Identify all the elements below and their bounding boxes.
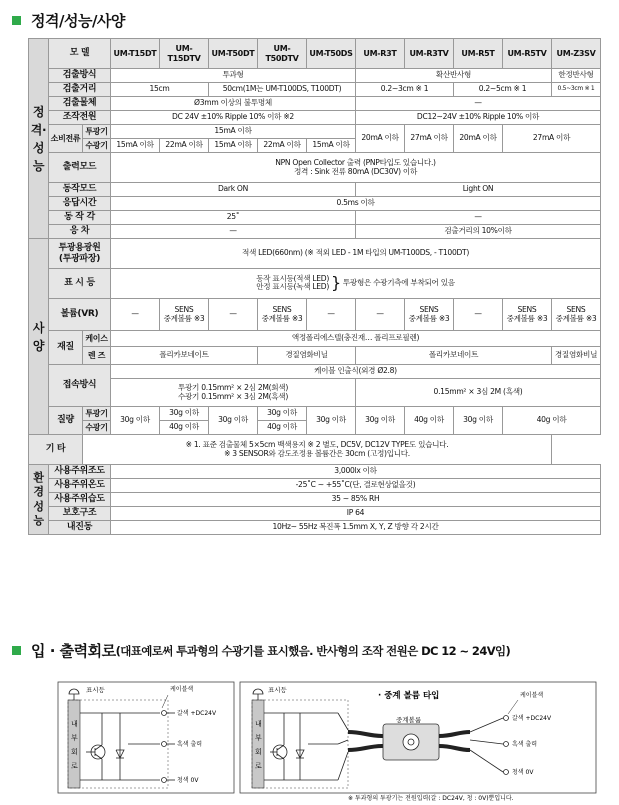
spec-table: [28, 38, 601, 535]
w-9: 40g 이하: [503, 407, 601, 435]
conn-refl: 0.15mm² × 3심 2M (흑색): [356, 379, 601, 407]
dark-on: Dark ON: [111, 183, 356, 197]
label-response: 응답시간: [49, 197, 111, 211]
etc-val: [83, 435, 552, 465]
model-10: UM-Z3SV: [552, 39, 601, 69]
model-6: UM-R3T: [356, 39, 405, 69]
io-section-title: 입 · 출력회로 (대표예로써 투과형의 수광기를 표시했음. 반사형의 조작 전원은 DC 12 ~ 24V임): [12, 640, 510, 661]
w-2a: 30g 이하: [160, 407, 209, 421]
indicator-line-2: 안정 표시등(녹색 LED): [256, 282, 329, 292]
w-4b: 40g 이하: [258, 421, 307, 435]
power-refl: DC12~24V ±10% Ripple 10% 이하: [356, 111, 601, 125]
lens-pc-2: 폴리카보네이트: [356, 347, 552, 365]
internal-char-1: 내: [71, 720, 78, 728]
indicator-label-2: 표시등: [268, 686, 287, 694]
diagram-footnote: ※ 투과형의 투광기는 전원입력(갈 : DC24V, 청 : 0V)뿐입니다.: [348, 795, 514, 802]
label-case: 케이스: [83, 331, 111, 347]
internal-char-2: 부: [71, 734, 78, 742]
humid-val: 35 ~ 85% RH: [111, 493, 601, 507]
model-3: UM-T50DT: [209, 39, 258, 69]
relay-type-label: · 중계 볼륨 타입: [378, 691, 440, 701]
sens-2-sub: 중계볼륨 ※3: [261, 313, 303, 323]
rx-t50dtv: 22mA 이하: [258, 139, 307, 153]
brown-wire-label-2: 갈색 +DC24V: [512, 715, 552, 722]
lens-hard-1: 경질염화비닐: [258, 347, 356, 365]
internal-char-3: 회: [71, 748, 78, 756]
dist-50: 50cm(1M는 UM-T100DS, T100DT): [209, 83, 356, 97]
rx-t15dtv: 22mA 이하: [160, 139, 209, 153]
brown-wire-label: 갈색 +DC24V: [177, 710, 217, 717]
label-weight-emit: 투광기: [83, 407, 111, 421]
etc-line-2: ※ 3 SENSOR와 감도조정용 볼륨간은 30cm (고정)입니다.: [224, 448, 410, 458]
model-1: UM-T15DT: [111, 39, 160, 69]
light-source-text: 투광용광원: [58, 243, 101, 254]
label-hysteresis: 응 차: [49, 225, 111, 239]
temp-val: -25˚C ~ +55˚C(단, 결로현상없을것): [111, 479, 601, 493]
model-5: UM-T50DS: [307, 39, 356, 69]
label-volume: 볼륨(VR): [49, 299, 111, 331]
internal-char-4: 로: [71, 762, 78, 770]
angle-refl: —: [356, 211, 601, 225]
model-8: UM-R5T: [454, 39, 503, 69]
rx-t50ds: 15mA 이하: [307, 139, 356, 153]
method-limited: 한정반사형: [552, 69, 601, 83]
indicator-note: 투광형은 수광기측에 부착되어 있음: [342, 278, 455, 288]
w-8: 30g 이하: [454, 407, 503, 435]
output-line-2: 정격 : Sink 전류 80mA (DC30V) 이하: [294, 166, 417, 176]
r5t-current: 20mA 이하: [454, 125, 503, 153]
label-material: 재질: [49, 331, 83, 365]
case-val: 액정폴리에스텔(충진재… 폴리프로필렌): [111, 331, 601, 347]
sens-4: SENS: [517, 304, 537, 314]
w-2b: 40g 이하: [160, 421, 209, 435]
cable-color-label: 케이블색: [170, 686, 194, 693]
conn-t1: 투광기 0.15mm² × 2심 2M(회색): [177, 382, 289, 392]
vol-8: —: [454, 299, 503, 331]
light-on: Light ON: [356, 183, 601, 197]
hyst-val: 검출거리의 10%이하: [356, 225, 601, 239]
w-7: 40g 이하: [405, 407, 454, 435]
output-line-1: NPN Open Collector 출력 (PNP타입도 있습니다.): [275, 157, 436, 167]
light-source-val: 적색 LED(660nm) (※ 적외 LED - 1M 타입의 UM-T100DS, - T100DT): [111, 239, 601, 269]
internal-char-1b: 내: [255, 720, 262, 728]
dist-r3: 0.2~3cm ※ 1: [356, 83, 454, 97]
vol-5: —: [307, 299, 356, 331]
conn-t2: 수광기 0.15mm² × 3심 2M(흑색): [177, 391, 289, 401]
protection-val: IP 64: [111, 507, 601, 521]
angle-val: 25˚: [111, 211, 356, 225]
green-square-icon-2: [12, 646, 21, 655]
response-val: 0.5ms 이하: [111, 197, 601, 211]
label-operation: 동작모드: [49, 183, 111, 197]
w-5: 30g 이하: [307, 407, 356, 435]
rx-t50dt: 15mA 이하: [209, 139, 258, 153]
sens-5: SENS: [566, 304, 586, 314]
internal-char-2b: 부: [255, 734, 262, 742]
vol-10: [552, 299, 601, 331]
circuit-diagram-relay: [238, 680, 600, 802]
label-lens: 렌 즈: [83, 347, 111, 365]
lens-pc-1: 폴리카보네이트: [111, 347, 258, 365]
indicator-box: [256, 274, 455, 292]
dist-r5: 0.2~5cm ※ 1: [454, 83, 552, 97]
indicator-line-1: 동작 표시등(적색 LED): [256, 273, 329, 283]
light-source-sub: (투광파장): [58, 253, 101, 264]
label-light-source: [49, 239, 111, 269]
blue-wire-label: 청색 0V: [177, 777, 199, 784]
model-7: UM-R3TV: [405, 39, 454, 69]
etc-line-1: ※ 1. 표준 검출물체 5×5cm 백색용지 ※ 2 별도, DC5V, DC12V TYPE도 있습니다.: [185, 439, 449, 449]
vol-4: [258, 299, 307, 331]
sens-4-sub: 중계볼륨 ※3: [506, 313, 548, 323]
vol-3: —: [209, 299, 258, 331]
r3tv-current: 27mA 이하: [405, 125, 454, 153]
label-temp: 사용주위온도: [49, 479, 111, 493]
dist-z3: 0.5~3cm ※ 1: [552, 83, 601, 97]
label-angle: 동 작 각: [49, 211, 111, 225]
model-9: UM-R5TV: [503, 39, 552, 69]
hyst-through: —: [111, 225, 356, 239]
circuit-diagram-receiver: [56, 680, 236, 795]
label-protection: 보호구조: [49, 507, 111, 521]
internal-char-4b: 로: [255, 762, 262, 770]
sens-3-sub: 중계볼륨 ※3: [408, 313, 450, 323]
group-env: 환경성능: [29, 465, 49, 535]
brace-icon: }: [331, 273, 341, 293]
cable-color-label-2: 케이블색: [520, 692, 544, 699]
relay-volume-label: 중계볼륨: [396, 716, 422, 724]
label-weight-rx: 수광기: [83, 421, 111, 435]
sens-1: SENS: [174, 304, 194, 314]
model-4: UM-T50DTV: [258, 39, 307, 69]
w-6: 30g 이하: [356, 407, 405, 435]
label-receiver: 수광기: [83, 139, 111, 153]
indicator-lines: [256, 275, 329, 292]
vol-1: —: [111, 299, 160, 331]
vibration-val: 10Hz~ 55Hz 복진폭 1.5mm X, Y, Z 방향 각 2시간: [111, 521, 601, 535]
sens-5-sub: 중계볼륨 ※3: [555, 313, 597, 323]
method-through: 투과형: [111, 69, 356, 83]
model-2: UM-T15DTV: [160, 39, 209, 69]
conn-through: [111, 379, 356, 407]
conn-top: 케이블 인출식(외경 Ø2.8): [111, 365, 601, 379]
r5tv-z3sv-current: 27mA 이하: [503, 125, 601, 153]
indicator-val: [111, 269, 601, 299]
r3t-current: 20mA 이하: [356, 125, 405, 153]
label-power: 조작전원: [49, 111, 111, 125]
green-square-icon: [12, 16, 21, 25]
group-rating: 정격·성능: [29, 39, 49, 239]
vol-6: —: [356, 299, 405, 331]
label-object: 검출물체: [49, 97, 111, 111]
label-etc: 기 타: [29, 435, 83, 465]
illum-val: 3,000lx 이하: [111, 465, 601, 479]
lens-hard-2: 경질염화비닐: [552, 347, 601, 365]
w-4a: 30g 이하: [258, 407, 307, 421]
sens-2: SENS: [272, 304, 292, 314]
dist-15: 15cm: [111, 83, 209, 97]
label-emitter: 투광기: [83, 125, 111, 139]
label-model: 모 델: [49, 39, 111, 69]
label-consumption: 소비전류: [49, 125, 83, 153]
w-3: 30g 이하: [209, 407, 258, 435]
vol-2: [160, 299, 209, 331]
vol-7: [405, 299, 454, 331]
label-method: 검출방식: [49, 69, 111, 83]
blue-wire-label-2: 청색 0V: [512, 769, 534, 776]
label-vibration: 내진동: [49, 521, 111, 535]
black-wire-label-2: 흑색 출력: [512, 741, 538, 748]
emit-current: 15mA 이하: [111, 125, 356, 139]
object-refl: —: [356, 97, 601, 111]
object-through: Ø3mm 이상의 불투명체: [111, 97, 356, 111]
power-through: DC 24V ±10% Ripple 10% 이하 ※2: [111, 111, 356, 125]
rx-t15dt: 15mA 이하: [111, 139, 160, 153]
sens-3: SENS: [419, 304, 439, 314]
label-distance: 검출거리: [49, 83, 111, 97]
w-1: 30g 이하: [111, 407, 160, 435]
black-wire-label: 흑색 출력: [177, 741, 203, 748]
indicator-label: 표시등: [86, 686, 105, 694]
label-illum: 사용주위조도: [49, 465, 111, 479]
label-indicator: 표 시 등: [49, 269, 111, 299]
sens-1-sub: 중계볼륨 ※3: [163, 313, 205, 323]
label-output: 출력모드: [49, 153, 111, 183]
vol-9: [503, 299, 552, 331]
method-diffuse: 확산반사형: [356, 69, 552, 83]
label-connection: 접속방식: [49, 365, 111, 407]
output-mode: [111, 153, 601, 183]
group-spec: 사양: [29, 239, 49, 435]
internal-char-3b: 회: [255, 748, 262, 756]
label-weight: 질량: [49, 407, 83, 435]
label-humid: 사용주위습도: [49, 493, 111, 507]
spec-section-title: 정격/성능/사양: [12, 10, 125, 31]
